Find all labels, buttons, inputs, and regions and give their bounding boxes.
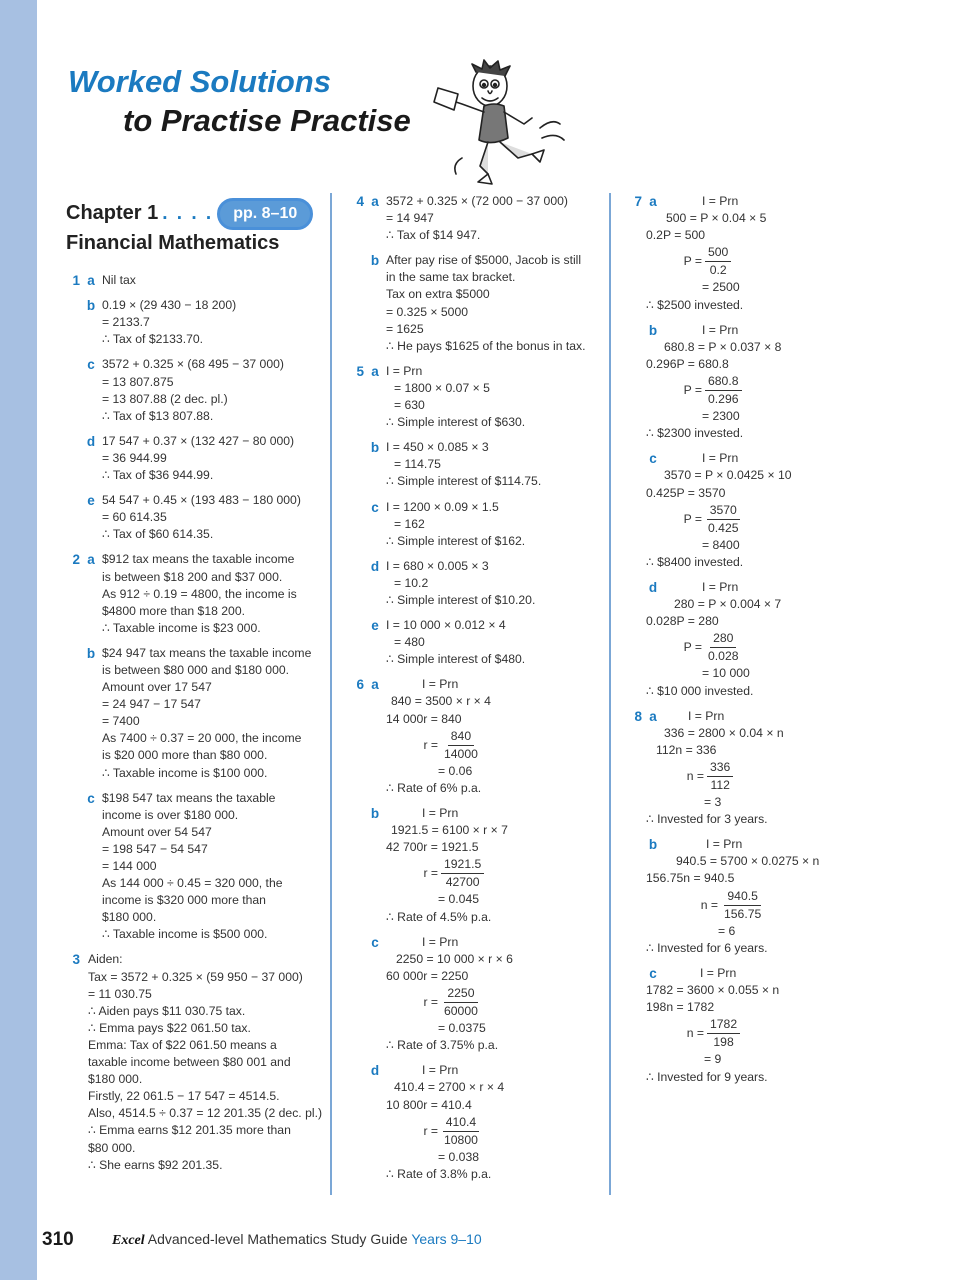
solutions-column-3 [624, 193, 894, 1094]
fraction-lhs: r = [423, 866, 438, 881]
solution-line: I = Prn [702, 579, 739, 594]
solution-line: $80 000. [88, 1140, 136, 1155]
solution-line: I = Prn [702, 322, 739, 337]
part-label: b [86, 645, 96, 661]
fraction-numerator: 3570 [707, 502, 740, 520]
solution-line: Amount over 17 547 [102, 680, 212, 695]
part-label: c [649, 965, 657, 981]
solution-line: ∴ Invested for 9 years. [646, 1069, 768, 1084]
solution-line: 10 800r = 410.4 [386, 1097, 472, 1112]
solution-2b [62, 645, 324, 782]
column-divider [330, 193, 332, 1195]
fraction-denominator: 42700 [445, 875, 480, 890]
solution-line: = 144 000 [102, 859, 157, 873]
solution-line: in the same tax bracket. [386, 270, 516, 285]
page-title-line2: to Practise Practise [123, 103, 411, 138]
fraction-step [664, 502, 894, 537]
fraction-lhs: r = [423, 1123, 438, 1138]
solution-line: 940.5 = 5700 × 0.0275 × n [676, 854, 820, 869]
question-number: 3 [72, 952, 80, 968]
fraction-step [664, 373, 894, 408]
part-label: a [87, 552, 95, 568]
fraction-step [386, 856, 608, 891]
part-label: d [86, 433, 96, 449]
solution-line: $4800 more than $18 200. [102, 603, 245, 618]
solution-line: = 0.038 [438, 1149, 480, 1164]
solution-line: ∴ Tax of $13 807.88. [102, 408, 214, 423]
solution-line: Tax = 3572 + 0.325 × (59 950 − 37 000) [88, 969, 303, 984]
fraction-denominator: 0.028 [708, 649, 739, 664]
solution-6a [346, 676, 608, 797]
solution-line: ∴ Rate of 3.8% p.a. [386, 1166, 492, 1181]
solution-line: = 13 807.875 [102, 374, 174, 389]
solution-line: = 8400 [702, 537, 740, 552]
question-number: 4 [356, 194, 364, 209]
solutions-column-1 [62, 190, 324, 1182]
solution-line: 3572 + 0.325 × (68 495 − 37 000) [102, 357, 284, 372]
solution-line: = 2133.7 [102, 315, 150, 330]
solution-line: = 480 [394, 635, 425, 650]
solution-line: $24 947 tax means the taxable income [102, 645, 312, 660]
part-label: a [371, 363, 379, 379]
fraction-step [386, 985, 608, 1020]
fraction-denominator: 14000 [444, 746, 478, 761]
solution-line: 410.4 = 2700 × r × 4 [394, 1080, 505, 1095]
fraction-numerator: 2250 [444, 985, 477, 1003]
solution-3 [62, 951, 324, 1173]
fraction-step [386, 1114, 608, 1149]
solution-line: 1782 = 3600 × 0.055 × n [646, 983, 780, 998]
solution-line: As 144 000 ÷ 0.45 = 320 000, the [102, 876, 283, 891]
solution-line: 500 = P × 0.04 × 5 [666, 211, 767, 226]
page-number: 310 [42, 1229, 74, 1250]
fraction-numerator: 500 [705, 244, 731, 262]
solution-line: I = Prn [386, 363, 423, 378]
solution-line: I = Prn [422, 1063, 459, 1078]
fraction-numerator: 1921.5 [441, 856, 484, 874]
solution-line: 3570 = P × 0.0425 × 10 [664, 468, 792, 483]
part-label: e [371, 618, 379, 634]
solution-line: 0.296P = 680.8 [646, 356, 729, 371]
footer-book-title [112, 1231, 482, 1249]
solution-1c [62, 356, 324, 424]
fraction-numerator: 940.5 [724, 888, 761, 906]
solutions-column-2 [346, 193, 608, 1191]
part-label: e [87, 493, 95, 509]
book-years: Years 9–10 [411, 1231, 482, 1247]
solution-line: ∴ Invested for 3 years. [646, 812, 768, 827]
solution-line: ∴ Simple interest of $480. [386, 652, 526, 667]
solution-line: = 13 807.88 (2 dec. pl.) [102, 391, 228, 406]
solution-line: = 0.06 [438, 763, 473, 778]
fraction-step [664, 244, 894, 279]
fraction-step [664, 888, 894, 923]
solution-line: = 114.75 [394, 457, 441, 472]
fraction-lhs: r = [423, 994, 438, 1009]
fraction-lhs: P = [683, 511, 702, 526]
fraction-numerator: 1782 [707, 1016, 740, 1034]
solution-line: Tax on extra $5000 [386, 287, 490, 302]
solution-4b [346, 252, 608, 355]
solution-line: 17 547 + 0.37 × (132 427 − 80 000) [102, 433, 295, 448]
solution-5e [346, 617, 608, 668]
solution-line: ∴ Invested for 6 years. [646, 940, 768, 955]
solution-5d [346, 558, 608, 609]
solution-line: Emma: Tax of $22 061.50 means a [88, 1037, 277, 1052]
part-label: a [87, 273, 95, 289]
solution-line: taxable income between $80 001 and [88, 1055, 291, 1070]
solution-1a [62, 272, 324, 289]
solution-line: ∴ He pays $1625 of the bonus in tax. [386, 338, 586, 353]
solution-line: 0.425P = 3570 [646, 485, 726, 500]
running-boy-illustration [432, 58, 582, 188]
solution-line: 280 = P × 0.004 × 7 [674, 597, 782, 612]
part-label: b [648, 322, 658, 338]
solution-line: = 198 547 − 54 547 [102, 841, 208, 856]
solution-8b [624, 836, 894, 957]
solution-line: 60 000r = 2250 [386, 968, 469, 983]
solution-line: 42 700r = 1921.5 [386, 840, 479, 855]
part-label: c [87, 357, 95, 373]
solution-line: = 6 [718, 923, 736, 938]
solution-line: = 11 030.75 [88, 986, 152, 1001]
question-number: 5 [356, 363, 364, 379]
solution-line: 198n = 1782 [646, 1000, 715, 1015]
page-range-badge: pp. 8–10 [217, 198, 313, 229]
page-title-line1: Worked Solutions [68, 64, 331, 99]
solution-line: 0.19 × (29 430 − 18 200) [102, 298, 237, 313]
solution-line: = 7400 [102, 714, 140, 729]
fraction-numerator: 840 [448, 728, 474, 746]
part-label: c [371, 934, 379, 950]
question-number: 6 [356, 677, 364, 693]
solution-line: ∴ Rate of 3.75% p.a. [386, 1038, 499, 1053]
solution-line: ∴ Aiden pays $11 030.75 tax. [88, 1003, 246, 1018]
solution-line: After pay rise of $5000, Jacob is still [386, 253, 582, 268]
fraction-denominator: 156.75 [724, 906, 762, 921]
solution-line: = 2300 [702, 409, 740, 424]
question-number: 1 [72, 273, 80, 289]
solution-line: ∴ Taxable income is $100 000. [102, 765, 268, 780]
left-margin-band [0, 0, 37, 1280]
part-label: a [371, 194, 379, 209]
solution-line: I = Prn [422, 934, 459, 949]
solution-line: ∴ Tax of $2133.70. [102, 332, 204, 347]
solution-line: I = 450 × 0.085 × 3 [386, 440, 489, 455]
solution-line: ∴ $2300 invested. [646, 426, 744, 441]
question-number: 8 [634, 708, 642, 724]
solution-line: = 0.325 × 5000 [386, 304, 469, 319]
solution-line: Aiden: [88, 952, 123, 967]
solution-line: ∴ She earns $92 201.35. [88, 1157, 223, 1172]
fraction-denominator: 60000 [444, 1004, 478, 1019]
fraction-denominator: 198 [713, 1035, 734, 1050]
solution-line: I = Prn [700, 965, 737, 980]
solution-line: = 0.045 [438, 892, 480, 907]
solution-line: = 630 [394, 398, 425, 413]
part-label: a [649, 708, 657, 724]
solution-line: 3572 + 0.325 × (72 000 − 37 000) [386, 194, 568, 208]
solution-line: ∴ Emma earns $12 201.35 more than [88, 1123, 291, 1138]
solution-line: I = Prn [422, 806, 459, 820]
solution-line: ∴ Simple interest of $10.20. [386, 592, 536, 607]
solution-1b [62, 297, 324, 348]
solution-line: 14 000r = 840 [386, 711, 462, 726]
solution-line: 1921.5 = 6100 × r × 7 [391, 823, 508, 838]
solution-8a [624, 708, 894, 829]
solution-line: As 912 ÷ 0.19 = 4800, the income is [102, 586, 297, 601]
solution-line: income is over $180 000. [102, 807, 239, 822]
solution-line: 2250 = 10 000 × r × 6 [396, 951, 513, 966]
solution-line: I = 680 × 0.005 × 3 [386, 558, 489, 573]
solution-line: = 14 947 [386, 211, 434, 226]
part-label: d [370, 558, 380, 574]
fraction-step [664, 1016, 894, 1051]
book-title: Advanced-level Mathematics Study Guide [144, 1231, 412, 1247]
part-label: b [648, 837, 658, 853]
fraction-lhs: P = [683, 640, 702, 655]
part-label: c [371, 499, 379, 515]
solution-line: I = Prn [688, 708, 725, 723]
solution-line: = 2500 [702, 280, 740, 295]
solution-line: = 3 [704, 795, 722, 810]
solution-5c [346, 499, 608, 550]
part-label: b [86, 298, 96, 314]
solution-line: 840 = 3500 × r × 4 [391, 694, 491, 709]
solution-line: ∴ Tax of $36 944.99. [102, 468, 214, 483]
part-label: d [648, 579, 658, 595]
solution-line: ∴ $8400 invested. [646, 554, 744, 569]
solution-2c [62, 790, 324, 944]
fraction-denominator: 0.2 [709, 263, 727, 278]
solution-line: I = 1200 × 0.09 × 1.5 [386, 499, 499, 514]
solution-line: Also, 4514.5 ÷ 0.37 = 12 201.35 (2 dec. pl.) [88, 1106, 323, 1121]
chapter-leader-dots: . . . . [162, 203, 214, 225]
solution-line: is between $18 200 and $37 000. [102, 569, 283, 584]
solution-line: ∴ Rate of 6% p.a. [386, 780, 482, 795]
fraction-lhs: n = [700, 897, 718, 912]
solution-line: ∴ $2500 invested. [646, 297, 744, 312]
solution-7a [624, 193, 894, 314]
solution-line: As 7400 ÷ 0.37 = 20 000, the income [102, 731, 302, 746]
fraction-lhs: r = [423, 737, 438, 752]
solution-line: I = 10 000 × 0.012 × 4 [386, 618, 506, 633]
solution-line: 112n = 336 [656, 742, 717, 757]
solution-8c [624, 965, 894, 1086]
part-label: b [370, 253, 380, 269]
solution-line: ∴ Emma pays $22 061.50 tax. [88, 1020, 251, 1035]
question-number: 2 [72, 552, 80, 568]
fraction-numerator: 410.4 [443, 1114, 480, 1132]
solution-4a [346, 193, 608, 244]
solution-line: I = Prn [422, 677, 459, 692]
fraction-lhs: P = [683, 254, 702, 269]
solution-line: ∴ Tax of $14 947. [386, 228, 481, 243]
solution-line: = 162 [394, 516, 425, 531]
solution-line: = 60 614.35 [102, 510, 167, 525]
part-label: b [370, 440, 380, 456]
fraction-numerator: 280 [710, 630, 736, 648]
solution-5a [346, 363, 608, 431]
solution-line: $180 000. [102, 910, 157, 925]
fraction-denominator: 10800 [444, 1132, 478, 1147]
column-divider [609, 193, 611, 1195]
solution-line: income is $320 000 more than [102, 893, 266, 908]
solution-line: 680.8 = P × 0.037 × 8 [664, 339, 782, 354]
fraction-lhs: P = [683, 382, 702, 397]
solution-6d [346, 1062, 608, 1183]
solution-line: = 10.2 [394, 575, 429, 590]
fraction-lhs: n = [686, 768, 704, 783]
solution-7b [624, 322, 894, 443]
solution-line: ∴ Rate of 4.5% p.a. [386, 909, 492, 924]
solution-1e [62, 492, 324, 543]
solution-line: ∴ Tax of $60 614.35. [102, 527, 214, 542]
fraction-denominator: 0.425 [708, 520, 739, 535]
solution-line: I = Prn [706, 837, 743, 852]
solution-line: $912 tax means the taxable income [102, 552, 295, 567]
solution-line: 54 547 + 0.45 × (193 483 − 180 000) [102, 493, 301, 508]
solution-line: = 0.0375 [438, 1021, 486, 1036]
solution-line: ∴ Simple interest of $114.75. [386, 474, 542, 489]
solution-line: = 1625 [386, 321, 424, 336]
fraction-lhs: n = [686, 1026, 704, 1041]
solution-line: is between $80 000 and $180 000. [102, 662, 290, 677]
solution-line: 0.2P = 500 [646, 228, 706, 243]
solution-line: is $20 000 more than $80 000. [102, 748, 268, 763]
solution-line: = 10 000 [702, 666, 750, 681]
solution-line: ∴ Taxable income is $23 000. [102, 620, 261, 635]
part-label: c [649, 451, 657, 467]
solution-line: 156.75n = 940.5 [646, 871, 735, 886]
fraction-denominator: 112 [710, 778, 730, 792]
solution-1d [62, 433, 324, 484]
fraction-denominator: 0.296 [708, 392, 739, 407]
solution-7d [624, 579, 894, 700]
fraction-step [664, 759, 894, 794]
solution-6b [346, 805, 608, 926]
solution-line: ∴ Simple interest of $162. [386, 533, 526, 548]
solution-line: = 36 944.99 [102, 450, 167, 465]
part-label: a [649, 194, 657, 209]
chapter-subtitle: Financial Mathematics [66, 232, 280, 254]
brand-name: Excel [112, 1233, 145, 1248]
solution-line: Amount over 54 547 [102, 824, 212, 839]
fraction-step [664, 630, 894, 665]
solution-line: Nil tax [102, 273, 136, 288]
fraction-numerator: 336 [707, 759, 733, 777]
part-label: c [87, 790, 95, 806]
chapter-heading [66, 196, 324, 232]
solution-7c [624, 450, 894, 571]
part-label: a [371, 677, 379, 693]
solution-line: = 1800 × 0.07 × 5 [394, 380, 490, 395]
solution-line: $198 547 tax means the taxable [102, 790, 276, 805]
solution-line: I = Prn [702, 194, 739, 208]
solution-line: ∴ $10 000 invested. [646, 683, 754, 698]
part-label: b [370, 806, 380, 821]
fraction-step [386, 728, 608, 763]
solution-line: 336 = 2800 × 0.04 × n [664, 725, 784, 740]
solution-line: 0.028P = 280 [646, 614, 719, 629]
solution-line: Firstly, 22 061.5 − 17 547 = 4514.5. [88, 1089, 280, 1104]
fraction-numerator: 680.8 [705, 373, 742, 391]
solution-line: ∴ Simple interest of $630. [386, 415, 526, 430]
solution-line: I = Prn [702, 451, 739, 466]
question-number: 7 [634, 194, 642, 209]
solution-6c [346, 934, 608, 1055]
chapter-title: Chapter 1 [66, 202, 159, 225]
part-label: d [370, 1063, 380, 1079]
solution-line: $180 000. [88, 1072, 143, 1087]
solution-line: = 24 947 − 17 547 [102, 697, 201, 712]
solution-line: = 9 [704, 1052, 722, 1067]
solution-5b [346, 439, 608, 490]
solution-2a [62, 551, 324, 636]
solution-line: ∴ Taxable income is $500 000. [102, 927, 268, 942]
